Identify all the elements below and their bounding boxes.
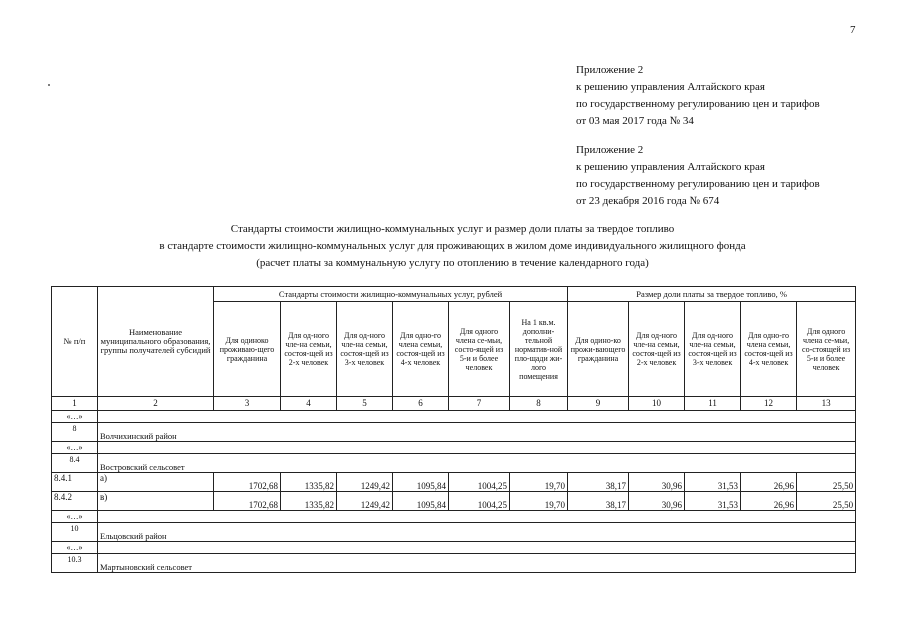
- table-row-ellipsis: [52, 411, 856, 423]
- row-id: 8: [52, 423, 98, 442]
- value-cell: 1095,84: [393, 473, 449, 492]
- table-row-ellipsis: [52, 442, 856, 454]
- row-id: 8.4.2: [52, 492, 98, 511]
- ellipsis-cell: «…»: [52, 511, 98, 523]
- value-cell: 1095,84: [393, 492, 449, 511]
- title-line: в стандарте стоимости жилищно-коммунальных услуг для проживающих в жилом доме индивидуального жилищного фонда: [159, 240, 746, 252]
- col-header-standard: Для од-ного чле-на семьи, состоя-щей из 3-х человек: [337, 302, 393, 397]
- value-cell: 19,70: [510, 492, 568, 511]
- appendix-line: Приложение 2: [576, 144, 644, 156]
- value-cell: 38,17: [568, 473, 629, 492]
- table-row: [52, 554, 856, 563]
- col-header-standard: Для од-ного чле-на семьи, состоя-щей из 2-х человек: [281, 302, 337, 397]
- value-cell: 26,96: [741, 473, 797, 492]
- ellipsis-cell: «…»: [52, 411, 98, 423]
- column-number: 2: [98, 397, 214, 411]
- empty-cell: [98, 454, 856, 463]
- empty-cell: [98, 442, 856, 454]
- column-number: 9: [568, 397, 629, 411]
- value-cell: 25,50: [797, 473, 856, 492]
- empty-cell: [98, 423, 856, 432]
- group-header-share: Размер доли платы за твердое топливо, %: [568, 287, 856, 302]
- value-cell: 26,96: [741, 492, 797, 511]
- row-id: 8.4: [52, 454, 98, 473]
- ellipsis-cell: «…»: [52, 542, 98, 554]
- table-row: [52, 462, 856, 473]
- appendix-line: по государственному регулированию цен и тарифов: [576, 178, 820, 190]
- appendix-block-1: [576, 62, 820, 130]
- value-cell: 31,53: [685, 492, 741, 511]
- table-row: [52, 523, 856, 532]
- empty-cell: [98, 554, 856, 563]
- col-header-standard: Для одиноко проживаю-щего гражданина: [214, 302, 281, 397]
- value-cell: 1249,42: [337, 473, 393, 492]
- col-header-share: Для одного члена се-мьи, со-стоящей из 5-и и более человек: [797, 302, 856, 397]
- appendix-line: к решению управления Алтайского края: [576, 161, 765, 173]
- row-name: Волчихинский район: [98, 431, 856, 442]
- col-header-share: Для од-ного чле-на семьи, состоя-щей из 3-х человек: [685, 302, 741, 397]
- header-group-row: [52, 287, 856, 302]
- row-name: Востровский сельсовет: [98, 462, 856, 473]
- group-header-standards: Стандарты стоимости жилищно-коммунальных услуг, рублей: [214, 287, 568, 302]
- appendix-line: Приложение 2: [576, 64, 644, 76]
- scan-speck: [48, 84, 50, 86]
- value-cell: 1004,25: [449, 492, 510, 511]
- column-number: 5: [337, 397, 393, 411]
- column-number: 1: [52, 397, 98, 411]
- value-cell: 1702,68: [214, 492, 281, 511]
- col-header-standard: На 1 кв.м. дополни-тельной норматив-ной пло-щади жи-лого помещения: [510, 302, 568, 397]
- appendix-line: от 23 декабря 2016 года № 674: [576, 195, 720, 207]
- appendix-line: по государственному регулированию цен и тарифов: [576, 98, 820, 110]
- ellipsis-cell: «…»: [52, 442, 98, 454]
- value-cell: 25,50: [797, 492, 856, 511]
- value-cell: 1004,25: [449, 473, 510, 492]
- appendix-line: к решению управления Алтайского края: [576, 81, 765, 93]
- title-line: Стандарты стоимости жилищно-коммунальных услуг и размер доли платы за твердое топливо: [230, 223, 675, 235]
- page-number: 7: [850, 24, 856, 36]
- table-row: [52, 531, 856, 542]
- col-header-num: № п/п: [52, 287, 98, 397]
- value-cell: 1249,42: [337, 492, 393, 511]
- empty-cell: [98, 411, 856, 423]
- table-row-ellipsis: [52, 542, 856, 554]
- value-cell: 1702,68: [214, 473, 281, 492]
- col-header-standard: Для одно-го члена семьи, состоя-щей из 4-х человек: [393, 302, 449, 397]
- table-row-ellipsis: [52, 511, 856, 523]
- appendix-line: от 03 мая 2017 года № 34: [576, 115, 694, 127]
- table-row: [52, 473, 856, 492]
- column-number: 10: [629, 397, 685, 411]
- empty-cell: [98, 511, 856, 523]
- title-line: (расчет платы за коммунальную услугу по отоплению в течение календарного года): [256, 257, 649, 269]
- column-number: 11: [685, 397, 741, 411]
- row-name: в): [98, 492, 214, 511]
- col-header-share: Для одно-го члена семьи, состоя-щей из 4-х человек: [741, 302, 797, 397]
- row-id: 8.4.1: [52, 473, 98, 492]
- col-header-name: Наименование муниципального образования, группы получателей субсидий: [98, 287, 214, 397]
- row-name: Мартыновский сельсовет: [98, 562, 856, 573]
- column-number-row: [52, 397, 856, 411]
- empty-cell: [98, 523, 856, 532]
- column-number: 8: [510, 397, 568, 411]
- value-cell: 31,53: [685, 473, 741, 492]
- col-header-standard: Для одного члена се-мьи, состо-ящей из 5-и и более человек: [449, 302, 510, 397]
- table-row: [52, 454, 856, 463]
- table-row: [52, 562, 856, 573]
- column-number: 6: [393, 397, 449, 411]
- document-title: [0, 221, 905, 272]
- table-row: [52, 492, 856, 511]
- row-name: а): [98, 473, 214, 492]
- column-number: 13: [797, 397, 856, 411]
- column-number: 7: [449, 397, 510, 411]
- value-cell: 1335,82: [281, 473, 337, 492]
- appendix-block-2: [576, 142, 820, 210]
- table-row: [52, 431, 856, 442]
- value-cell: 30,96: [629, 473, 685, 492]
- table-row: [52, 423, 856, 432]
- column-number: 3: [214, 397, 281, 411]
- row-name: Ельцовский район: [98, 531, 856, 542]
- standards-table: [51, 286, 856, 573]
- column-number: 12: [741, 397, 797, 411]
- value-cell: 1335,82: [281, 492, 337, 511]
- col-header-share: Для одино-ко прожи-вающего гражданина: [568, 302, 629, 397]
- col-header-share: Для од-ного чле-на семьи, состоя-щей из 2-х человек: [629, 302, 685, 397]
- row-id: 10: [52, 523, 98, 542]
- column-number: 4: [281, 397, 337, 411]
- empty-cell: [98, 542, 856, 554]
- value-cell: 38,17: [568, 492, 629, 511]
- value-cell: 19,70: [510, 473, 568, 492]
- row-id: 10.3: [52, 554, 98, 573]
- value-cell: 30,96: [629, 492, 685, 511]
